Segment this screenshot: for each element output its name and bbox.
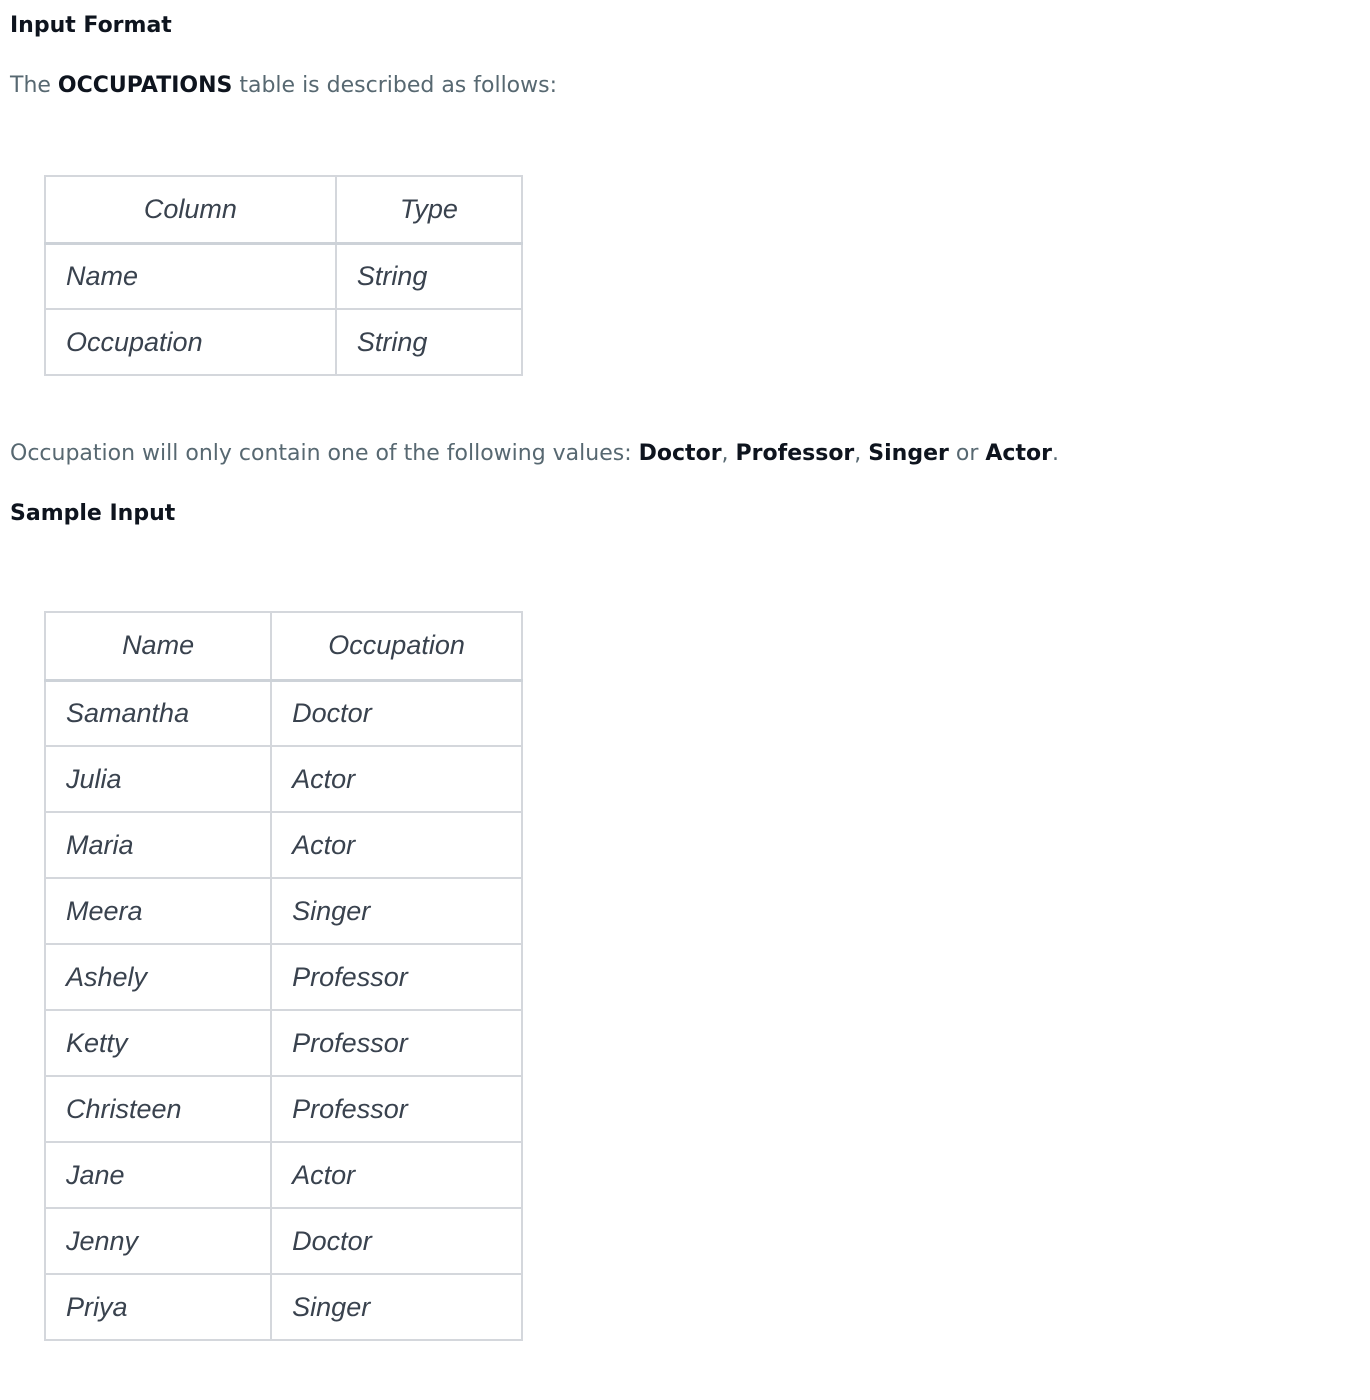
- sample-header-occupation: Occupation: [271, 612, 522, 680]
- schema-table: [44, 175, 523, 376]
- schema-cell-type: String: [336, 243, 522, 309]
- schema-cell-column: Name: [45, 243, 336, 309]
- schema-table-header-row: [45, 176, 522, 243]
- cell-name: Samantha: [45, 680, 271, 746]
- schema-header-column: Column: [45, 176, 336, 243]
- cell-occupation: Professor: [271, 1076, 522, 1142]
- schema-cell-type: String: [336, 309, 522, 375]
- sample-table-header-row: [45, 612, 522, 680]
- schema-cell-column: Occupation: [45, 309, 336, 375]
- table-row: [45, 243, 522, 309]
- cell-name: Ketty: [45, 1010, 271, 1076]
- table-row: [45, 878, 522, 944]
- value-doctor: Doctor: [638, 441, 722, 466]
- table-row: [45, 1076, 522, 1142]
- table-row: [45, 680, 522, 746]
- schema-header-type: Type: [336, 176, 522, 243]
- cell-occupation: Actor: [271, 746, 522, 812]
- input-format-heading: Input Format: [10, 13, 172, 38]
- cell-name: Priya: [45, 1274, 271, 1340]
- table-row: [45, 1274, 522, 1340]
- cell-name: Meera: [45, 878, 271, 944]
- separator: or: [955, 441, 979, 466]
- cell-name: Jane: [45, 1142, 271, 1208]
- cell-name: Christeen: [45, 1076, 271, 1142]
- sentence-end: .: [1051, 441, 1059, 466]
- cell-occupation: Singer: [271, 878, 522, 944]
- intro-prefix: The: [10, 73, 51, 98]
- table-row: [45, 309, 522, 375]
- sample-header-name: Name: [45, 612, 271, 680]
- table-name: OCCUPATIONS: [57, 73, 233, 98]
- table-row: [45, 746, 522, 812]
- value-actor: Actor: [985, 441, 1052, 466]
- value-professor: Professor: [735, 441, 855, 466]
- input-format-intro: [10, 71, 557, 101]
- cell-occupation: Singer: [271, 1274, 522, 1340]
- sample-table: [44, 611, 523, 1341]
- separator: ,: [721, 441, 729, 466]
- occupation-constraint: [10, 439, 1059, 469]
- separator: ,: [854, 441, 862, 466]
- cell-occupation: Actor: [271, 1142, 522, 1208]
- cell-name: Ashely: [45, 944, 271, 1010]
- cell-occupation: Actor: [271, 812, 522, 878]
- constraint-prefix: Occupation will only contain one of the following values:: [10, 441, 632, 466]
- table-row: [45, 944, 522, 1010]
- cell-name: Maria: [45, 812, 271, 878]
- table-row: [45, 1010, 522, 1076]
- value-singer: Singer: [868, 441, 949, 466]
- table-row: [45, 812, 522, 878]
- cell-occupation: Professor: [271, 944, 522, 1010]
- sample-input-heading: Sample Input: [10, 501, 176, 526]
- table-row: [45, 1208, 522, 1274]
- cell-occupation: Doctor: [271, 1208, 522, 1274]
- intro-suffix: table is described as follows:: [239, 73, 558, 98]
- cell-name: Jenny: [45, 1208, 271, 1274]
- cell-name: Julia: [45, 746, 271, 812]
- cell-occupation: Doctor: [271, 680, 522, 746]
- cell-occupation: Professor: [271, 1010, 522, 1076]
- table-row: [45, 1142, 522, 1208]
